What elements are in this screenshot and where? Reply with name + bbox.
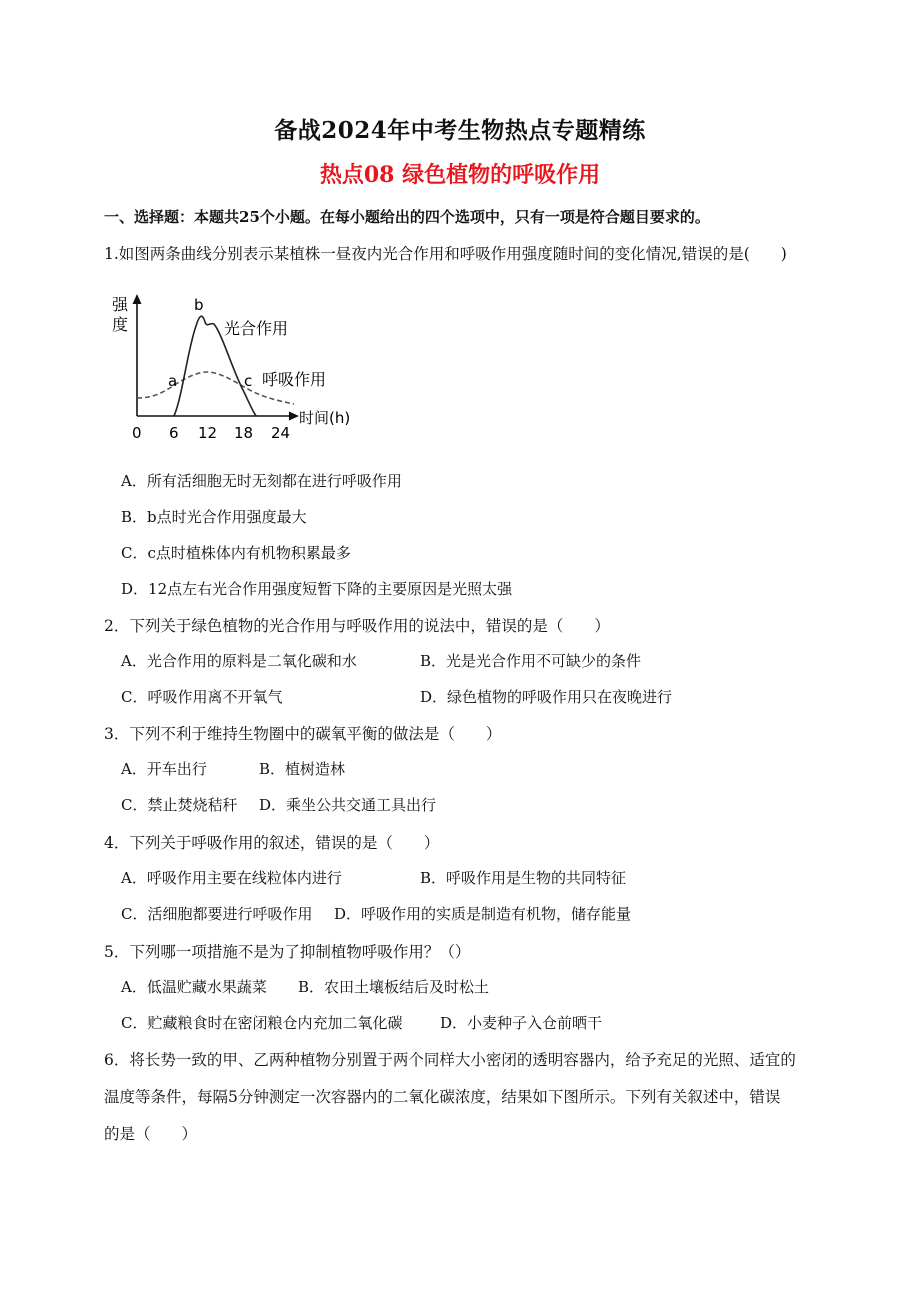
question-1-figure (104, 288, 374, 448)
question-3-option-d: D．乘坐公共交通工具出行 (259, 796, 437, 814)
x-tick-18: 18 (234, 424, 254, 442)
question-1-option-a: A．所有活细胞无时无刻都在进行呼吸作用 (121, 472, 402, 490)
question-6-stem-line-1: 6．将长势一致的甲、乙两种植物分别置于两个同样大小密闭的透明容器内，给予充足的光照、适宜的 (104, 1051, 796, 1069)
question-1-option-b: B．b点时光合作用强度最大 (121, 508, 307, 526)
question-4-option-d: D．呼吸作用的实质是制造有机物，储存能量 (334, 905, 632, 923)
x-tick-24: 24 (271, 424, 291, 442)
point-c-label: c (244, 372, 253, 390)
question-1-option-c: C．c点时植株体内有机物积累最多 (121, 544, 351, 562)
question-3-option-a: A．开车出行 (121, 760, 207, 778)
question-3-stem: 3．下列不利于维持生物圈中的碳氧平衡的做法是（ ） (104, 725, 502, 743)
question-5-stem: 5．下列哪一项措施不是为了抑制植物呼吸作用？（） (104, 943, 471, 961)
x-axis-arrow (289, 412, 299, 421)
question-3-option-c: C．禁止焚烧秸秆 (121, 796, 238, 814)
question-4-option-c: C．活细胞都要进行呼吸作用 (121, 905, 313, 923)
x-tick-0: 0 (132, 424, 142, 442)
x-tick-6: 6 (169, 424, 179, 442)
section-heading: 一、选择题：本题共25个小题。在每小题给出的四个选项中，只有一项是符合题目要求的。 (104, 208, 710, 226)
y-axis-arrow (133, 294, 142, 304)
point-a-label: a (168, 372, 178, 390)
question-5-option-a: A．低温贮藏水果蔬菜 (121, 978, 267, 996)
question-2-option-a: A．光合作用的原料是二氧化碳和水 (121, 652, 357, 670)
question-4-stem: 4．下列关于呼吸作用的叙述，错误的是（ ） (104, 834, 440, 852)
question-5-option-b: B．农田土壤板结后及时松土 (298, 978, 490, 996)
question-4-option-b: B．呼吸作用是生物的共同特征 (420, 869, 627, 887)
document-title: 备战2024年中考生物热点专题精练 (274, 117, 646, 144)
question-6-stem-line-2: 温度等条件，每隔5分钟测定一次容器内的二氧化碳浓度，结果如下图所示。下列有关叙述中，错误 (104, 1088, 781, 1106)
y-axis-label-2: 度 (112, 315, 129, 334)
question-2-option-d: D．绿色植物的呼吸作用只在夜晚进行 (420, 688, 673, 706)
question-1-stem: 1.如图两条曲线分别表示某植株一昼夜内光合作用和呼吸作用强度随时间的变化情况,错误的是( ) (104, 245, 787, 263)
photosynthesis-curve-label: 光合作用 (224, 319, 289, 338)
question-2-option-c: C．呼吸作用离不开氧气 (121, 688, 283, 706)
question-5-option-c: C．贮藏粮食时在密闭粮仓内充加二氧化碳 (121, 1014, 403, 1032)
y-axis-label-1: 强 (112, 295, 129, 314)
respiration-curve-label: 呼吸作用 (262, 370, 327, 389)
question-1-option-d: D．12点左右光合作用强度短暂下降的主要原因是光照太强 (121, 580, 513, 598)
document-subtitle: 热点08 绿色植物的呼吸作用 (319, 162, 601, 188)
x-axis-label: 时间(h) (299, 409, 351, 427)
x-tick-12: 12 (198, 424, 218, 442)
question-6-stem-line-3: 的是（ ） (104, 1125, 198, 1143)
point-b-label: b (194, 296, 204, 314)
question-4-option-a: A．呼吸作用主要在线粒体内进行 (121, 869, 342, 887)
question-3-option-b: B．植树造林 (259, 760, 346, 778)
question-2-option-b: B．光是光合作用不可缺少的条件 (420, 652, 642, 670)
question-5-option-d: D．小麦种子入仓前晒干 (440, 1014, 603, 1032)
question-2-stem: 2．下列关于绿色植物的光合作用与呼吸作用的说法中，错误的是（ ） (104, 617, 610, 635)
